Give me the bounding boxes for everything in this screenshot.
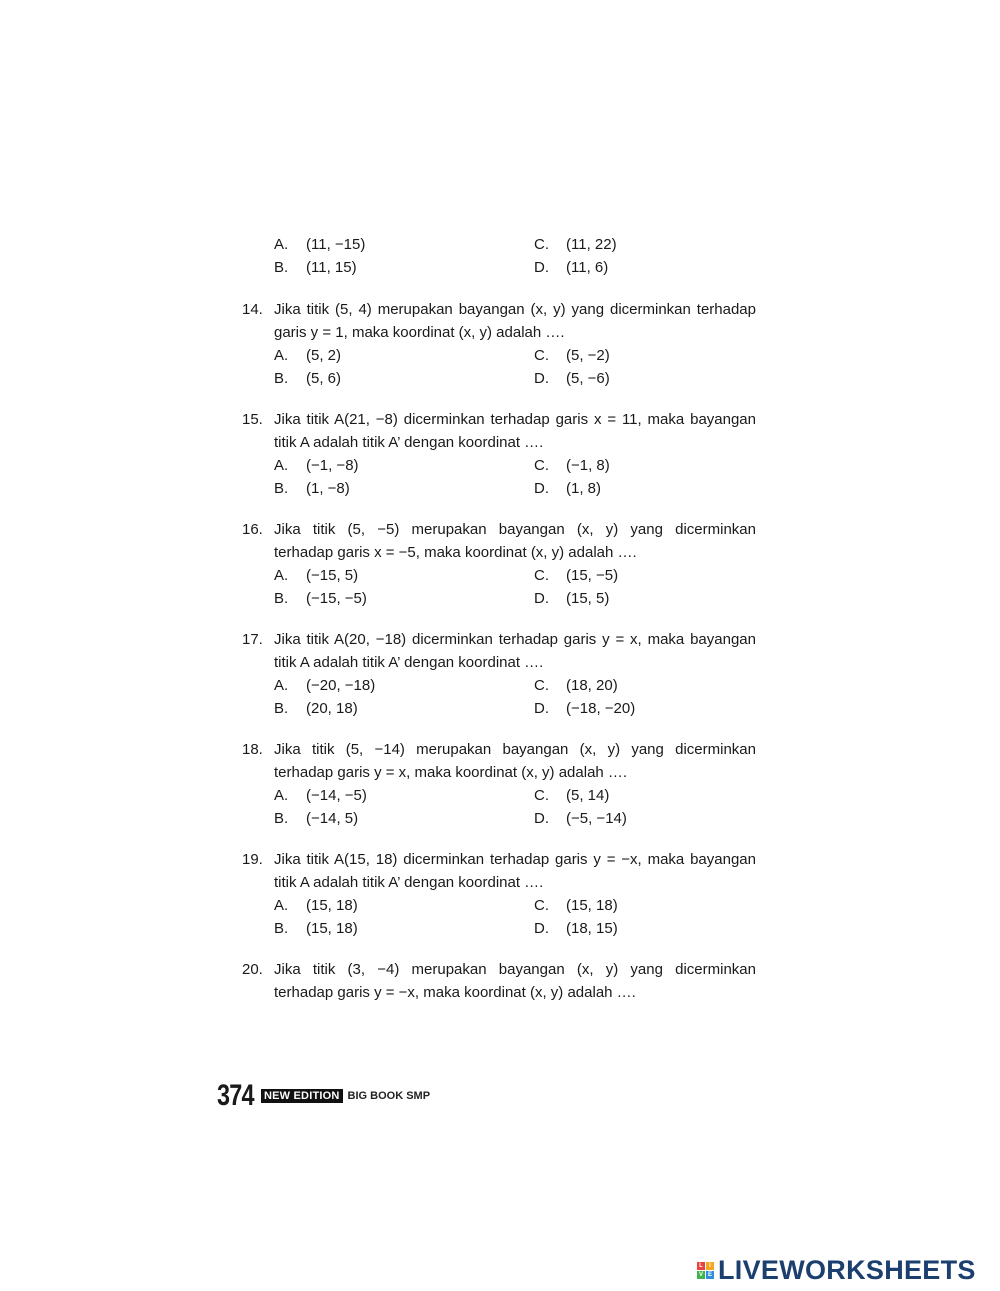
question-text-line-2: titik A adalah titik A’ dengan koordinat ….: [274, 874, 544, 891]
question-15: [242, 408, 756, 500]
option-d[interactable]: D. (−18, −20): [534, 700, 636, 717]
question-14: [242, 298, 756, 390]
question-text-line-2: terhadap garis y = −x, maka koordinat (x, y) adalah ….: [274, 984, 636, 1001]
option-a[interactable]: A. (5, 2): [274, 347, 342, 364]
question-text-line-2: garis y = 1, maka koordinat (x, y) adalah ….: [274, 324, 565, 341]
question-20: [242, 958, 756, 1004]
question-text-line-2: terhadap garis x = −5, maka koordinat (x, y) adalah ….: [274, 544, 637, 561]
option-d[interactable]: D. (18, 15): [534, 920, 618, 937]
question-number: 20.: [242, 961, 263, 978]
option-c[interactable]: C. (18, 20): [534, 677, 618, 694]
prev-question-options: [242, 233, 756, 279]
brand-name: LIVEWORKSHEETS: [718, 1254, 976, 1285]
option-d[interactable]: D. (5, −6): [534, 370, 610, 387]
option-c[interactable]: C. (−1, 8): [534, 457, 610, 474]
question-number: 14.: [242, 301, 263, 318]
option-c[interactable]: C. (5, 14): [534, 787, 610, 804]
question-text-line-2: terhadap garis y = x, maka koordinat (x, y) adalah ….: [274, 764, 628, 781]
question-18: [242, 738, 756, 830]
page-footer: [217, 1080, 430, 1112]
option-c[interactable]: C. (5, −2): [534, 347, 610, 364]
page-number: 374: [217, 1079, 254, 1112]
logo-tile: L: [697, 1262, 705, 1270]
question-text-line-2: titik A adalah titik A’ dengan koordinat ….: [274, 434, 544, 451]
option-a[interactable]: A. (−15, 5): [274, 567, 359, 584]
option-a[interactable]: A. (−14, −5): [274, 787, 367, 804]
question-text-line-1: Jika titik (5, −5) merupakan bayangan (x, y) yang dicerminkan: [274, 521, 756, 538]
options-grid: [274, 454, 756, 500]
prev-option-c[interactable]: C. (11, 22): [534, 236, 617, 253]
option-d[interactable]: D. (1, 8): [534, 480, 602, 497]
options-grid: [274, 894, 756, 940]
prev-option-b[interactable]: B. (11, 15): [274, 259, 357, 276]
option-a[interactable]: A. (−1, −8): [274, 457, 359, 474]
question-number: 17.: [242, 631, 263, 648]
question-text-line-1: Jika titik A(20, −18) dicerminkan terhadap garis y = x, maka bayangan: [274, 631, 756, 648]
question-text-line-1: Jika titik (3, −4) merupakan bayangan (x, y) yang dicerminkan: [274, 961, 756, 978]
liveworksheets-brand[interactable]: [697, 1255, 976, 1285]
logo-tile: I: [706, 1262, 714, 1270]
options-grid: [274, 674, 756, 720]
logo-tile: E: [707, 1271, 712, 1278]
question-17: [242, 628, 756, 720]
option-b[interactable]: B. (−14, 5): [274, 810, 359, 827]
options-grid: [274, 784, 756, 830]
option-b[interactable]: B. (15, 18): [274, 920, 358, 937]
edition-badge: NEW EDITION: [261, 1089, 343, 1103]
prev-option-a[interactable]: A. (11, −15): [274, 236, 366, 253]
option-b[interactable]: B. (5, 6): [274, 370, 342, 387]
options-grid: [274, 564, 756, 610]
option-d[interactable]: D. (15, 5): [534, 590, 610, 607]
question-number: 15.: [242, 411, 263, 428]
question-number: 18.: [242, 741, 263, 758]
question-number: 19.: [242, 851, 263, 868]
option-b[interactable]: B. (1, −8): [274, 480, 350, 497]
question-number: 16.: [242, 521, 263, 538]
question-16: [242, 518, 756, 610]
book-title: BIG BOOK SMP: [347, 1090, 431, 1102]
option-a[interactable]: A. (−20, −18): [274, 677, 376, 694]
liveworksheets-logo-icon: [697, 1262, 714, 1279]
question-text-line-1: Jika titik (5, 4) merupakan bayangan (x, y) yang dicerminkan terhadap: [274, 301, 756, 318]
option-a[interactable]: A. (15, 18): [274, 897, 358, 914]
option-c[interactable]: C. (15, 18): [534, 897, 618, 914]
option-c[interactable]: C. (15, −5): [534, 567, 619, 584]
option-b[interactable]: B. (20, 18): [274, 700, 358, 717]
option-d[interactable]: D. (−5, −14): [534, 810, 627, 827]
question-text-line-2: titik A adalah titik A’ dengan koordinat ….: [274, 654, 544, 671]
options-grid: [274, 344, 756, 390]
question-text-line-1: Jika titik A(15, 18) dicerminkan terhadap garis y = −x, maka bayangan: [274, 851, 756, 868]
question-text-line-1: Jika titik (5, −14) merupakan bayangan (x, y) yang dicerminkan: [274, 741, 756, 758]
question-19: [242, 848, 756, 940]
logo-tile: V: [698, 1271, 703, 1278]
prev-options-grid: [274, 233, 756, 279]
question-text-line-1: Jika titik A(21, −8) dicerminkan terhadap garis x = 11, maka bayangan: [274, 411, 756, 428]
option-b[interactable]: B. (−15, −5): [274, 590, 367, 607]
prev-option-d[interactable]: D. (11, 6): [534, 259, 609, 276]
